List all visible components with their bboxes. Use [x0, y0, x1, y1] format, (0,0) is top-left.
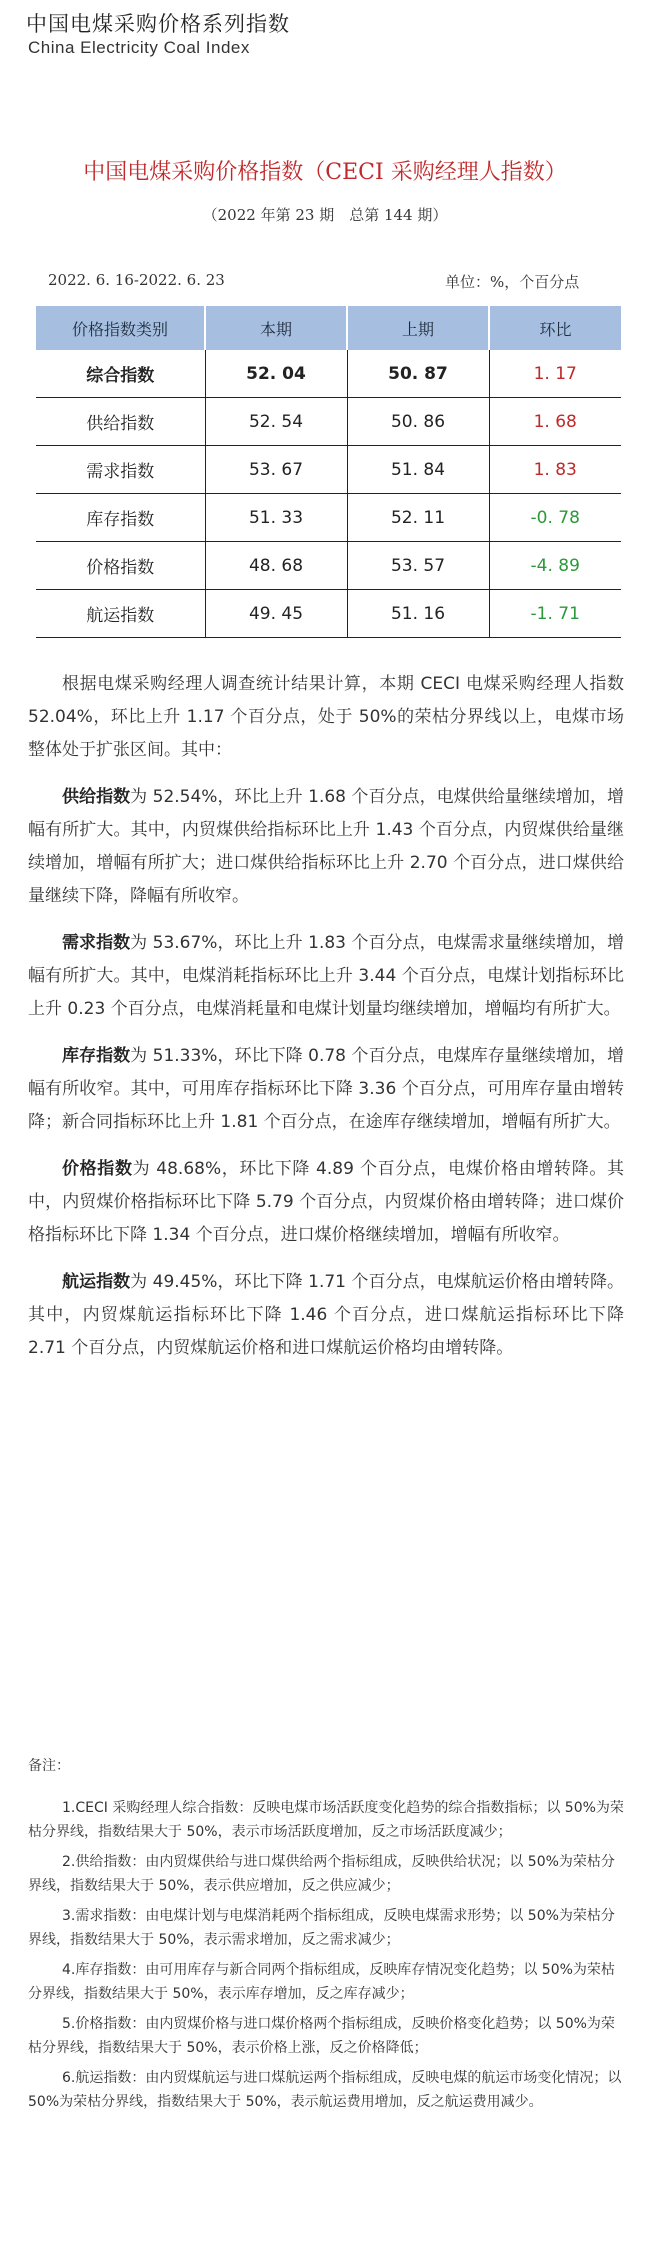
row-previous: 50. 86	[347, 398, 489, 446]
price-label: 价格指数	[62, 1159, 133, 1179]
row-change: 1. 68	[489, 398, 621, 446]
row-previous: 52. 11	[347, 494, 489, 542]
note-item: 4.库存指数：由可用库存与新合同两个指标组成，反映库存情况变化趋势；以 50%为荣枯分界线，指数结果大于 50%，表示库存增加，反之库存减少；	[28, 1962, 615, 2002]
row-current: 51. 33	[205, 494, 347, 542]
price-text: 为 48.68%，环比下降 4.89 个百分点，电煤价格由增转降。其中，内贸煤价格指标环比下降 5.79 个百分点，内贸煤价格由增转降；进口煤价格指标环比下降 1.34 个百分点，进口煤价格继续增加，增幅有所收窄。	[28, 1159, 624, 1245]
table-row	[36, 350, 621, 398]
row-name: 库存指数	[36, 494, 205, 542]
row-current: 48. 68	[205, 542, 347, 590]
row-current: 53. 67	[205, 446, 347, 494]
table-row	[36, 542, 621, 590]
shipping-text: 为 49.45%，环比下降 1.71 个百分点，电煤航运价格由增转降。其中，内贸煤航运指标环比下降 1.46 个百分点，进口煤航运指标环比下降 2.71 个百分点，内贸煤航运价格和进口煤航运价格均由增转降。	[28, 1272, 624, 1358]
note-item: 2.供给指数：由内贸煤供给与进口煤供给两个指标组成，反映供给状况；以 50%为荣枯分界线，指数结果大于 50%，表示供应增加，反之供应减少；	[28, 1854, 615, 1894]
index-table	[36, 306, 621, 638]
series-title: 中国电煤采购价格系列指数	[26, 12, 290, 36]
demand-text: 为 53.67%，环比上升 1.83 个百分点，电煤需求量继续增加，增幅有所扩大。其中，电煤消耗指标环比上升 3.44 个百分点，电煤计划指标环比上升 0.23 个百分点，电煤消耗量和电煤计划量均继续增加，增幅均有所扩大。	[28, 933, 624, 1019]
row-name: 供给指数	[36, 398, 205, 446]
row-change: 1. 83	[489, 446, 621, 494]
row-change: -1. 71	[489, 590, 621, 638]
inventory-paragraph	[28, 1040, 624, 1139]
row-current: 52. 04	[205, 350, 347, 398]
row-change: -4. 89	[489, 542, 621, 590]
header-previous: 上期	[347, 306, 489, 350]
table-row	[36, 494, 621, 542]
supply-paragraph	[28, 781, 624, 913]
period-label: 2022. 6. 16-2022. 6. 23	[48, 271, 225, 289]
document-issue: （2022 年第 23 期 总第 144 期）	[202, 206, 448, 224]
inventory-text: 为 51.33%，环比下降 0.78 个百分点，电煤库存量继续增加，增幅有所收窄。其中，可用库存指标环比下降 3.36 个百分点，可用库存量由增转降；新合同指标环比上升 1.81 个百分点，在途库存继续增加，增幅有所扩大。	[28, 1046, 624, 1132]
header-change: 环比	[489, 306, 621, 350]
analysis-body	[28, 668, 624, 1379]
row-name: 航运指数	[36, 590, 205, 638]
row-change: -0. 78	[489, 494, 621, 542]
row-current: 52. 54	[205, 398, 347, 446]
row-name: 需求指数	[36, 446, 205, 494]
price-paragraph	[28, 1153, 624, 1252]
intro-paragraph: 根据电煤采购经理人调查统计结果计算，本期 CECI 电煤采购经理人指数 52.04%，环比上升 1.17 个百分点，处于 50%的荣枯分界线以上，电煤市场整体处于扩张区间。其中：	[28, 674, 624, 760]
series-subtitle: China Electricity Coal Index	[28, 38, 250, 57]
row-previous: 51. 84	[347, 446, 489, 494]
shipping-label: 航运指数	[62, 1272, 131, 1292]
document-title: 中国电煤采购价格指数（CECI 采购经理人指数）	[83, 160, 567, 185]
note-item: 1.CECI 采购经理人综合指数：反映电煤市场活跃度变化趋势的综合指数指标；以 50%为荣枯分界线，指数结果大于 50%，表示市场活跃度增加，反之市场活跃度减少；	[28, 1800, 624, 1840]
row-previous: 50. 87	[347, 350, 489, 398]
note-item: 5.价格指数：由内贸煤价格与进口煤价格两个指标组成，反映价格变化趋势；以 50%为荣枯分界线，指数结果大于 50%，表示价格上涨，反之价格降低；	[28, 2016, 615, 2056]
table-row	[36, 398, 621, 446]
unit-label: 单位：%，个百分点	[445, 273, 580, 291]
demand-paragraph	[28, 927, 624, 1026]
table-header-row	[36, 306, 621, 350]
table-row	[36, 446, 621, 494]
header-category: 价格指数类别	[36, 306, 205, 350]
demand-label: 需求指数	[62, 933, 131, 953]
notes-section	[28, 1754, 628, 2120]
row-current: 49. 45	[205, 590, 347, 638]
row-previous: 51. 16	[347, 590, 489, 638]
row-change: 1. 17	[489, 350, 621, 398]
supply-label: 供给指数	[62, 787, 131, 807]
inventory-label: 库存指数	[62, 1046, 131, 1066]
note-item: 6.航运指数：由内贸煤航运与进口煤航运两个指标组成，反映电煤的航运市场变化情况；以 50%为荣枯分界线，指数结果大于 50%，表示航运费用增加，反之航运费用减少。	[28, 2070, 622, 2110]
header-current: 本期	[205, 306, 347, 350]
table-row	[36, 590, 621, 638]
row-name: 综合指数	[36, 350, 205, 398]
row-previous: 53. 57	[347, 542, 489, 590]
note-item: 3.需求指数：由电煤计划与电煤消耗两个指标组成，反映电煤需求形势；以 50%为荣枯分界线，指数结果大于 50%，表示需求增加，反之需求减少；	[28, 1908, 615, 1948]
supply-text: 为 52.54%，环比上升 1.68 个百分点，电煤供给量继续增加，增幅有所扩大。其中，内贸煤供给指标环比上升 1.43 个百分点，内贸煤供给量继续增加，增幅有所扩大；进口煤供给指标环比上升 2.70 个百分点，进口煤供给量继续下降，降幅有所收窄。	[28, 787, 624, 906]
notes-heading: 备注：	[28, 1758, 70, 1774]
row-name: 价格指数	[36, 542, 205, 590]
shipping-paragraph	[28, 1266, 624, 1365]
